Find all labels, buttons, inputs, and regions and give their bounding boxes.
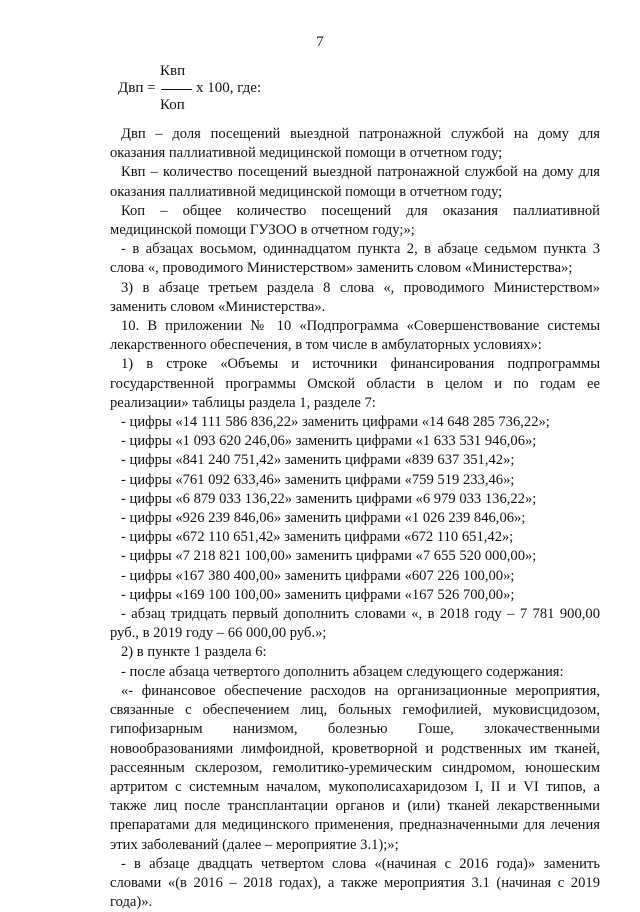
figure-replacement: - цифры «1 093 620 246,06» заменить цифрами «1 633 531 946,06»; <box>121 433 537 450</box>
figure-replacement: - цифры «167 380 400,00» заменить цифрами «607 226 100,00»; <box>121 567 515 584</box>
amendment-paragraph: - в абзацах восьмом, одиннадцатом пункта 2, в абзаце седьмом пункта 3 слова «, проводимого Министерством» заменить словом «Министерства»; <box>110 241 600 277</box>
formula-denominator: Коп <box>160 97 185 113</box>
definition-dvp: Двп – доля посещений выездной патронажной службой на дому для оказания паллиативной медицинской помощи в отчетном году; <box>110 126 600 162</box>
definition-kop: Коп – общее количество посещений для оказания паллиативной медицинской помощи ГУЗОО в отчетном году;»; <box>110 202 600 239</box>
figure-replacement: - цифры «672 110 651,42» заменить цифрами «672 110 651,42»; <box>121 529 514 546</box>
figure-replacement: - цифры «841 240 751,42» заменить цифрами «839 637 351,42»; <box>121 452 515 469</box>
formula-numerator: Квп <box>160 63 186 79</box>
new-paragraph-text: «- финансовое обеспечение расходов на организационные мероприятия, связанные с обеспечением лиц, больных гемофилией, муковисцидозом, гипофизарным нанизмом, болезнью Гоше, злокачественными новообразованиями лимфоидной, кроветворной и родственных им тканей, рассеянным склерозом, гемолитико-уремическим синдромом, юношеским артритом с системным началом, мукополисахаридозом I, II и VI типов, а также лиц после трансплантации органов и (или) тканей лекарственными препаратами для медицинского применения, предназначенными для лечения этих заболеваний (далее – мероприятие 3.1);»; <box>110 682 600 853</box>
figure-replacement: - цифры «7 218 821 100,00» заменить цифрами «7 655 520 000,00»; <box>121 548 537 565</box>
figure-replacement: - цифры «761 092 633,46» заменить цифрами «759 519 233,46»; <box>121 471 515 488</box>
amendment-paragraph: - в абзаце двадцать четвертом слова «(начиная с 2016 года)» заменить словами «(в 2016 – 2018 годах), а также мероприятия 3.1 (начиная с 2019 года)». <box>110 855 600 911</box>
figure-replacement: - цифры «6 879 033 136,22» заменить цифрами «6 979 033 136,22»; <box>121 490 537 507</box>
figure-replacement: - цифры «169 100 100,00» заменить цифрами «167 526 700,00»; <box>121 586 515 603</box>
amendment-paragraph: 2) в пункте 1 раздела 6: <box>121 644 267 661</box>
document-body <box>110 125 600 912</box>
amendment-paragraph: - абзац тридцать первый дополнить словами «, в 2018 году – 7 781 900,00 руб., в 2019 году – 66 000,00 руб.»; <box>110 606 600 642</box>
figure-replacement: - цифры «926 239 846,06» заменить цифрами «1 026 239 846,06»; <box>121 510 526 527</box>
definition-kvp: Квп – количество посещений выездной патронажной службой на дому для оказания паллиативной медицинской помощи в отчетном году; <box>110 164 600 200</box>
figure-replacement: - цифры «14 111 586 836,22» заменить цифрами «14 648 285 736,22»; <box>121 414 550 431</box>
amendment-paragraph: 3) в абзаце третьем раздела 8 слова «, проводимого Министерством» заменить словом «Министерства». <box>110 279 600 315</box>
page-number: 7 <box>316 34 324 50</box>
amendment-paragraph: 1) в строке «Объемы и источники финансирования подпрограммы государственной программы Омской области в целом и по годам ее реализации» таблицы раздела 1, разделе 7: <box>110 356 600 411</box>
fraction-bar <box>161 89 192 90</box>
amendment-paragraph: - после абзаца четвертого дополнить абзацем следующего содержания: <box>121 663 564 680</box>
formula-tail: х 100, где: <box>196 80 262 96</box>
formula-lhs: Двп = <box>118 80 156 96</box>
appendix-10-heading: 10. В приложении № 10 «Подпрограмма «Совершенствование системы лекарственного обеспечения, в том числе в амбулаторных условиях»: <box>110 318 600 354</box>
